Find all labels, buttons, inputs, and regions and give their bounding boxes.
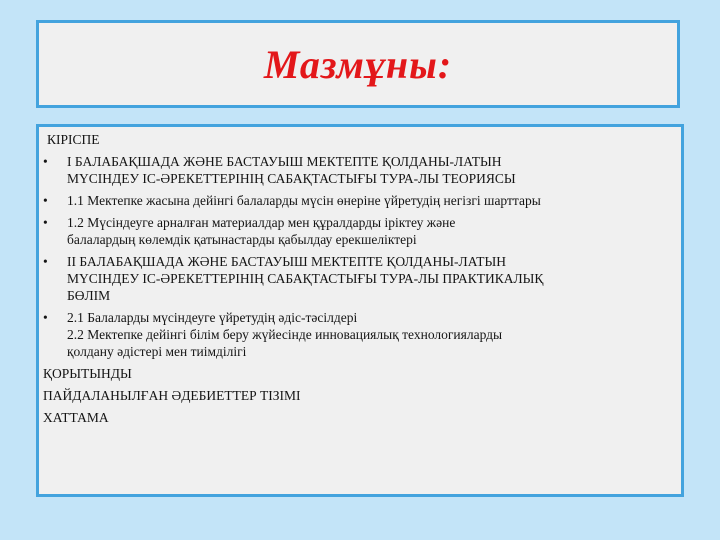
toc-item-text: І БАЛАБАҚШАДА ЖӘНЕ БАСТАУЫШ МЕКТЕПТЕ ҚОЛДАНЫ-ЛАТЫН МҮСІНДЕУ ІС-ӘРЕКЕТТЕРІНІҢ САБАҚТАСТЫҒЫ ТУРА-ЛЫ ТЕОРИЯСЫ [67,154,516,186]
page-title: Мазмұны: [263,41,453,87]
toc-item-text: 1.2 Мүсіндеуге арналған материалдар мен құралдарды іріктеу және балалардың көлемдік қатынастарды қабылдау ерекшеліктері [67,215,456,247]
toc-references: ПАЙДАЛАНЫЛҒАН ӘДЕБИЕТТЕР ТІЗІМІ [43,388,301,403]
toc-appendix: ХАТТАМА [43,410,109,425]
toc-conclusion: ҚОРЫТЫНДЫ [43,366,132,381]
bullet-icon: • [43,193,48,208]
toc-item-text: 1.1 Мектепке жасына дейінгі балаларды мүсін өнеріне үйретудің негізгі шарттары [67,193,541,208]
toc-item-1-1 [43,192,671,209]
toc-item-1-2 [43,214,671,248]
toc-item-text: ІІ БАЛАБАҚШАДА ЖӘНЕ БАСТАУЫШ МЕКТЕПТЕ ҚОЛДАНЫ-ЛАТЫН МҮСІНДЕУ ІС-ӘРЕКЕТТЕРІНІҢ САБАҚТАСТЫҒЫ ТУРА-ЛЫ ПРАКТИКАЛЫҚ БӨЛІМ [67,254,544,303]
bullet-icon: • [43,154,48,169]
title-box [36,20,680,108]
toc-item-text: 2.1 Балаларды мүсіндеуге үйретудің әдіс-тәсілдері 2.2 Мектепке дейінгі білім беру жүйесінде инновациялық технологияларды қолдану әдістері мен тиімділігі [67,310,503,359]
toc-item-2-1-2-2 [43,309,671,360]
contents-box [36,124,684,497]
toc-item-chapter-1 [43,153,671,187]
bullet-icon: • [43,215,48,230]
toc-item-chapter-2 [43,253,671,304]
bullet-icon: • [43,254,48,269]
toc-intro-text: КІРІСПЕ [47,132,100,147]
toc-intro [43,131,671,148]
bullet-icon: • [43,310,48,325]
